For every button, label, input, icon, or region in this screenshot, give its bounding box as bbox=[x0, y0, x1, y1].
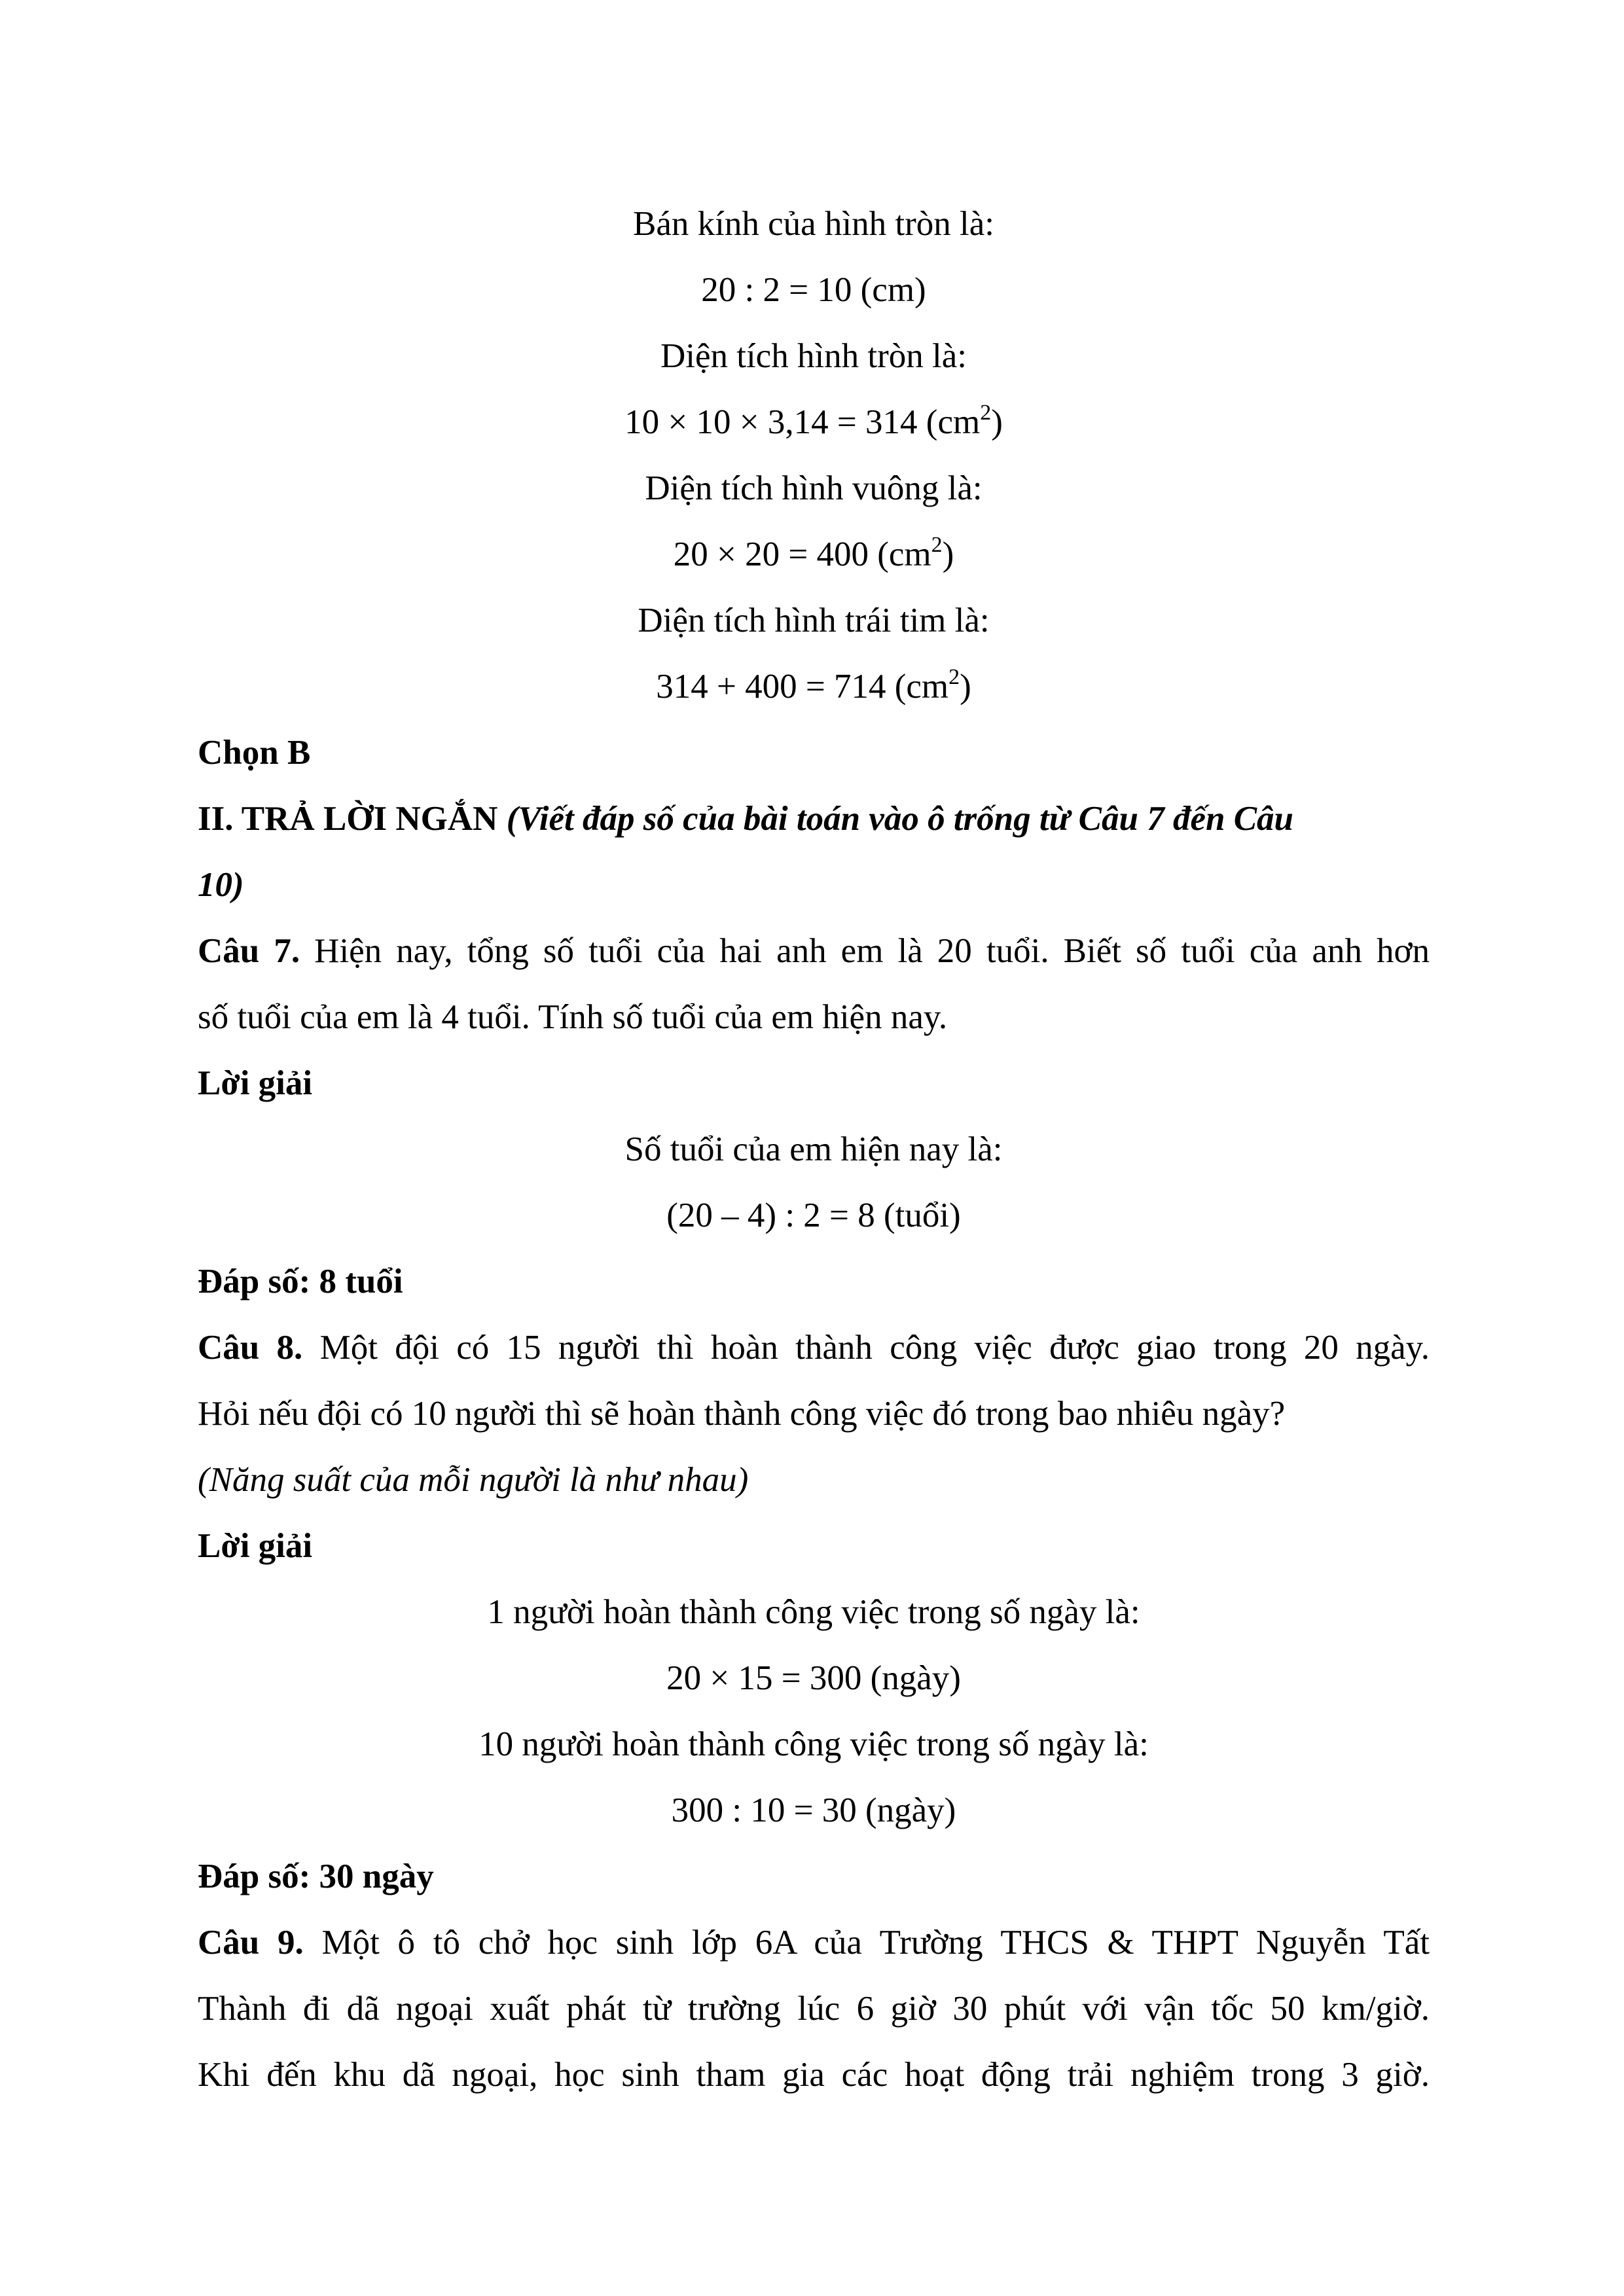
part2-heading bbox=[198, 786, 1430, 852]
q9-label: Câu 9. bbox=[198, 1924, 304, 1962]
q8-text-line1 bbox=[198, 1315, 1430, 1381]
q9-text-line2: Thành đi dã ngoại xuất phát từ trường lúc 6 giờ 30 phút với vận tốc 50 km/giờ. bbox=[198, 1990, 1430, 2028]
q8-step1-calc: 20 × 15 = 300 (ngày) bbox=[666, 1659, 961, 1697]
q7-solution-heading: Lời giải bbox=[198, 1064, 313, 1102]
q9-text-1: Một ô tô chở học sinh lớp 6A của Trường THCS & THPT Nguyễn Tất bbox=[303, 1924, 1430, 1962]
circle-area-unit-exponent: 2 bbox=[980, 401, 992, 425]
q8-step1-label: 1 người hoàn thành công việc trong số ngày là: bbox=[487, 1593, 1140, 1631]
page-content bbox=[198, 191, 1430, 2108]
radius-calc: 20 : 2 = 10 (cm) bbox=[701, 271, 926, 309]
q7-step1-label: Số tuổi của em hiện nay là: bbox=[624, 1130, 1003, 1168]
q8-step2-label: 10 người hoàn thành công việc trong số ngày là: bbox=[478, 1725, 1149, 1763]
q8-label: Câu 8. bbox=[198, 1329, 303, 1367]
circle-area-expression: 10 × 10 × 3,14 = 314 (cm bbox=[624, 403, 981, 441]
q9-text-line1 bbox=[198, 1910, 1430, 1976]
heart-area-label: Diện tích hình trái tim là: bbox=[638, 601, 990, 639]
square-area-expression: 20 × 20 = 400 (cm bbox=[673, 535, 931, 573]
q8-solution-heading: Lời giải bbox=[198, 1527, 313, 1565]
part2-instruction-cont: 10) bbox=[198, 866, 244, 904]
circle-area-label: Diện tích hình tròn là: bbox=[660, 337, 967, 375]
radius-label: Bán kính của hình tròn là: bbox=[633, 205, 994, 243]
square-area-label: Diện tích hình vuông là: bbox=[645, 469, 983, 507]
square-area-calc bbox=[198, 522, 1430, 588]
q8-answer: Đáp số: 30 ngày bbox=[198, 1857, 434, 1895]
q8-text-1: Một đội có 15 người thì hoàn thành công việc được giao trong 20 ngày. bbox=[302, 1329, 1430, 1367]
q7-text-1: Hiện nay, tổng số tuổi của hai anh em là 20 tuổi. Biết số tuổi của anh hơn bbox=[300, 932, 1430, 970]
q7-text-line2: số tuổi của em là 4 tuổi. Tính số tuổi của em hiện nay. bbox=[198, 998, 948, 1036]
q8-note: (Năng suất của mỗi người là như nhau) bbox=[198, 1461, 749, 1499]
part2-instruction: (Viết đáp số của bài toán vào ô trống từ Câu 7 đến Câu bbox=[506, 800, 1294, 838]
circle-area-close-paren: ) bbox=[991, 403, 1003, 441]
square-area-close-paren: ) bbox=[942, 535, 954, 573]
part2-title: II. TRẢ LỜI NGẮN bbox=[198, 800, 498, 838]
q7-label: Câu 7. bbox=[198, 932, 300, 970]
heart-area-calc bbox=[198, 654, 1430, 720]
q6-choice: Chọn B bbox=[198, 734, 311, 772]
heart-area-close-paren: ) bbox=[960, 668, 971, 706]
heart-area-expression: 314 + 400 = 714 (cm bbox=[656, 668, 949, 706]
heart-area-unit-exponent: 2 bbox=[948, 665, 960, 690]
q8-text-line2: Hỏi nếu đội có 10 người thì sẽ hoàn thành công việc đó trong bao nhiêu ngày? bbox=[198, 1395, 1286, 1433]
q8-step2-calc: 300 : 10 = 30 (ngày) bbox=[671, 1791, 956, 1829]
q7-step1-calc: (20 – 4) : 2 = 8 (tuổi) bbox=[666, 1196, 961, 1234]
q9-text-line3: Khi đến khu dã ngoại, học sinh tham gia các hoạt động trải nghiệm trong 3 giờ. bbox=[198, 2056, 1430, 2094]
circle-area-calc bbox=[198, 389, 1430, 456]
q7-answer: Đáp số: 8 tuổi bbox=[198, 1263, 403, 1300]
square-area-unit-exponent: 2 bbox=[931, 533, 943, 558]
q7-text-line1 bbox=[198, 918, 1430, 984]
